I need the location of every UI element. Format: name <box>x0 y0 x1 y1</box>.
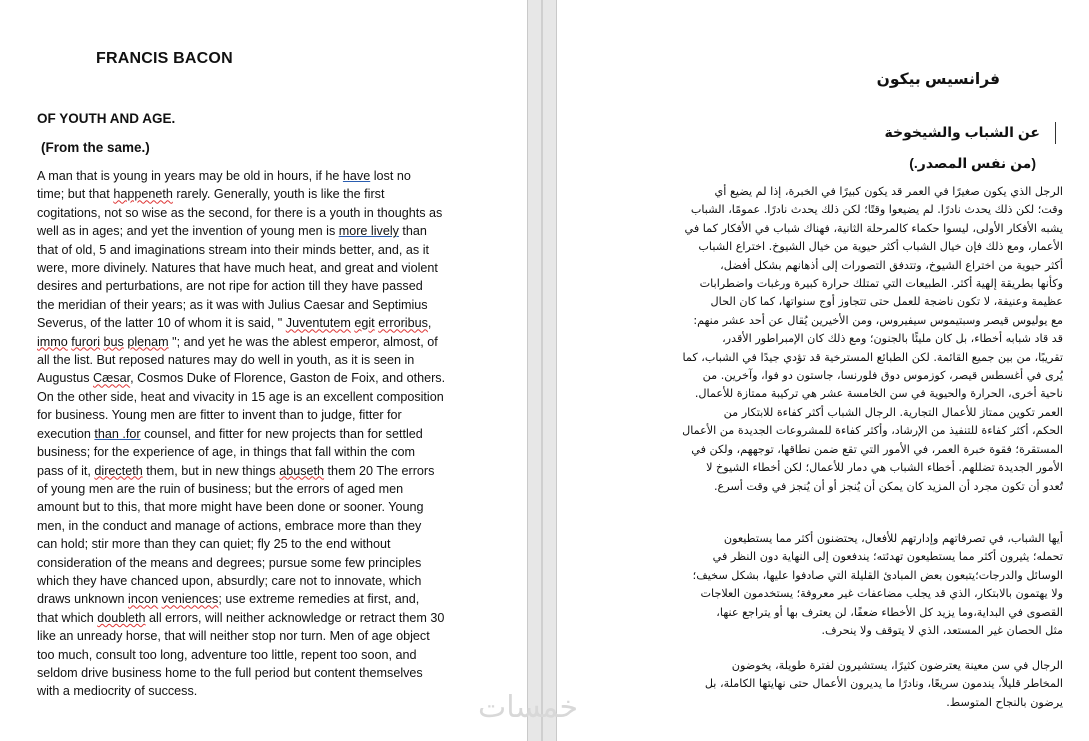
body-text-line <box>37 480 455 498</box>
text-run: desires and perturbations, are not ripe for action till they have passed <box>37 279 423 294</box>
spelling-error-word: furori <box>71 334 100 349</box>
text-run: On the other side, heat and vivacity in 15 age is an excellent composition <box>37 389 444 404</box>
body-text-line <box>37 314 455 332</box>
document-page-english <box>0 0 527 741</box>
text-run: were, more divinely. Natures that have much heat, and great and violent <box>37 261 438 276</box>
text-run: "; and yet he was the ablest emperor, almost, of <box>168 334 438 349</box>
document-page-arabic <box>557 0 1089 741</box>
arabic-text-line: عظيمة وعنيفة، لا تكون ناضجة للعمل حتى تتجاوز أوج سنواتها، كما كان الحال <box>710 295 1063 309</box>
arabic-text-line: الحكم، أكثر كفاءة للتنفيذ من الإرشاد، وأكثر كفاءة للمشروعات الجديدة من الأعمال <box>682 424 1063 438</box>
body-text-line <box>37 222 455 240</box>
text-run: them, but in new things <box>142 463 280 478</box>
text-cursor <box>1055 122 1056 144</box>
text-run: counsel, and fitter for new projects than for settled <box>140 426 423 441</box>
text-run: amount but to this, that more might have been done or sooner. Young <box>37 500 424 515</box>
body-text-line <box>37 351 455 369</box>
grammar-suggestion-word: more lively <box>338 224 399 239</box>
text-run: that of old, 5 and imaginations stream into their minds better, and, as it <box>37 242 430 257</box>
body-text-line <box>37 498 455 516</box>
arabic-text-line: تحمله؛ يثيرون أكثر مما يستطيعون تهدئته؛ يندفعون إلى النهاية دون النظر في <box>712 550 1063 564</box>
text-run: consideration of the means and degrees; pursue some few principles <box>37 555 422 570</box>
arabic-text-line: المخاطر قليلاً، يندمون سريعًا، ونادرًا ما يديرون الأعمال حتى نهايتها الكاملة، بل <box>704 677 1063 691</box>
arabic-text-line: العمر تكوين ممتاز للأعمال التجارية. الرجال الشباب أكثر كفاءة للابتكار من <box>723 405 1063 419</box>
text-run: , <box>427 316 432 331</box>
essay-heading-arabic: عن الشباب والشيخوخة <box>884 124 1040 140</box>
body-text-line <box>37 296 455 314</box>
spelling-error-word: directeth <box>94 463 143 478</box>
page-title-arabic: فرانسيس بيكون <box>876 71 1000 88</box>
body-text-line <box>37 572 455 590</box>
text-run: lost no <box>370 169 411 183</box>
text-run: all the list. But reposed natures may do well in youth, as it is seen in <box>37 353 415 368</box>
arabic-text-line: تقريبًا، من بين جميع القائمة. لكن الطبائع المسترخية قد تؤدي جيدًا في الشباب، كما <box>682 350 1063 364</box>
text-run: them 20 The errors <box>324 463 435 478</box>
spelling-error-word: happeneth <box>113 187 173 202</box>
grammar-suggestion-word: than .for <box>94 426 141 441</box>
text-run: Severus, of the latter 10 of whom it is said, " <box>37 316 286 331</box>
arabic-text-line: الرجال في سن معينة يعترضون كثيرًا، يستشيرون لفترة طويلة، يخوضون <box>731 659 1063 672</box>
spelling-error-word: Cæsar <box>93 371 131 386</box>
text-run: time; but that <box>37 187 114 202</box>
text-run: which they have chanced upon, absurdly; care not to innovate, which <box>37 573 422 588</box>
arabic-text-line: يُرى في أغسطس قيصر، كوزموس دوق فلورنسا، جاستون دو فوا، وآخرين. من <box>702 369 1063 383</box>
body-text-line <box>37 185 455 203</box>
arabic-text-line: الوسائل والدرجات؛يتبعون بعض المبادئ القليلة التي صادفوا عليها، بشكل سخيف؛ <box>692 568 1063 582</box>
spelling-error-word: bus <box>103 334 124 349</box>
arabic-text-line: ناحية أخرى، الحرارة والحيوية في سن الخامسة عشر هي تركيبة ممتازة للأعمال. <box>694 387 1063 401</box>
arabic-paragraph-1[interactable] <box>623 183 1063 496</box>
text-run: too much, consult too long, adventure too little, repent too soon, and <box>37 647 417 662</box>
text-run: the meridian of their years; as it was with Julius Caesar and Septimius <box>37 297 428 312</box>
text-run: men, in the conduct and manage of actions, embrace more than they <box>37 518 422 533</box>
text-run: than <box>398 224 427 239</box>
body-text-line <box>37 590 455 608</box>
arabic-text-line: يرضون بالنجاح المتوسط. <box>946 695 1063 709</box>
body-text-line <box>37 406 455 424</box>
page-edge-divider <box>527 0 528 741</box>
arabic-text-line: مع يوليوس قيصر وسبتيموس سيفيروس، ومن الأخيرين يُقال عن أحد عشر منهم: <box>693 313 1063 327</box>
page-edge-divider <box>541 0 543 741</box>
body-text-line <box>37 277 455 295</box>
text-run: cogitations, not so wise as the second, for there is a youth in thoughts as <box>37 205 443 220</box>
arabic-text-line: أيها الشباب، في تصرفاتهم وإدارتهم للأفعال، يحتضنون أكثر مما يستطيعون <box>723 532 1063 545</box>
arabic-text-line: يشبه الأفكار الأولى، ليسوا حكماء كالمرحلة الثانية، فهناك شباب في الأفكار كما في <box>684 221 1063 235</box>
spelling-error-word: erroribus <box>378 316 428 331</box>
spelling-error-word: egit <box>354 316 375 331</box>
spelling-error-word: Juventutem <box>285 316 351 331</box>
arabic-text-line: المستقرة؛ فقوة خبرة العمر، في الأمور التي تقع ضمن نطاقها، توجههم، ولكن في <box>691 442 1063 456</box>
spelling-error-word: doubleth <box>97 610 146 625</box>
spelling-error-word: veniences <box>161 592 219 607</box>
arabic-text-line: مثل الحصان غير المستعد، الذي لا يتوقف ولا ينحرف. <box>821 624 1063 638</box>
essay-heading: OF YOUTH AND AGE. <box>37 111 176 126</box>
text-run: with a mediocrity of success. <box>37 684 198 699</box>
text-run: draws unknown <box>37 592 129 607</box>
text-run: seldom drive business home to the full period but content themselves <box>37 665 423 680</box>
arabic-text-line: الأعمار، ومع ذلك فإن خيال الشباب أكثر حيوية من خيال الشيوخ. اختراع الشباب <box>698 240 1063 254</box>
body-text-line <box>37 388 455 406</box>
text-run: A man that is young in years may be old in hours, if he <box>37 169 343 183</box>
body-text-line <box>37 646 455 664</box>
text-run: business; for the experience of age, in things that fall within the com <box>37 445 416 460</box>
spelling-error-word: abuseth <box>279 463 325 478</box>
arabic-text-line: وكأنها بطريقة إلهية أكثر. الطبيعات التي تمتلك حرارة كبيرة ورغبات واضطرابات <box>699 277 1063 291</box>
page-title: FRANCIS BACON <box>96 50 233 67</box>
text-run: pass of it, <box>37 463 95 478</box>
arabic-text-line: الأمور الجديدة تضللهم. أخطاء الشباب هي دمار للأعمال؛ لكن أخطاء الشيوخ لا <box>706 461 1063 475</box>
body-text-line <box>37 609 455 627</box>
arabic-text-line: الرجل الذي يكون صغيرًا في العمر قد يكون كبيرًا في الخبرة، إذا لم يضيع أي <box>714 185 1063 198</box>
body-text-line <box>37 167 455 185</box>
body-text-line <box>37 259 455 277</box>
spelling-error-word: plenam <box>127 334 169 349</box>
text-run: that which <box>37 610 98 625</box>
arabic-text-line: القصوى في البداية،وما يزيد كل الأخطاء ضعفًا، لن يعترف بها أو يتراجع عنها، <box>716 605 1063 619</box>
arabic-text-line: قد قاد شبابه أخطاء، بل كان مليئًا بالجنون؛ ومع ذلك كان الإمبراطور الأقدر، <box>722 332 1063 346</box>
grammar-suggestion-word: have <box>342 169 371 183</box>
body-text-line <box>37 664 455 682</box>
body-text-line <box>37 462 455 480</box>
arabic-text-line: تُعدو أن تكون مجرد أن المزيد كان يمكن أن يُنجز أو أن يُنجز في وقت أسرع. <box>713 479 1063 493</box>
text-run: ; use extreme remedies at first, and, <box>218 592 420 607</box>
text-run: for business. Young men are fitter to invent than to judge, fitter for <box>37 408 402 423</box>
essay-subheading: (From the same.) <box>41 140 150 155</box>
text-run: all errors, will neither acknowledge or retract them 30 <box>145 610 445 625</box>
body-text-line <box>37 204 455 222</box>
arabic-text-line: أكثر حيوية من اختراع الشيوخ، وتتدفق التصورات إلى أذهانهم بشكل أفضل، <box>720 258 1063 272</box>
body-text-line <box>37 241 455 259</box>
body-text-line <box>37 535 455 553</box>
watermark-logo: خمسات <box>478 690 579 725</box>
body-text-line <box>37 369 455 387</box>
body-text-line <box>37 443 455 461</box>
arabic-paragraph-3[interactable] <box>623 657 1063 712</box>
essay-subheading-arabic: (من نفس المصدر.) <box>909 155 1036 171</box>
text-run: rarely. Generally, youth is like the first <box>172 187 385 202</box>
body-text-line <box>37 554 455 572</box>
body-text-line <box>37 425 455 443</box>
body-text-line <box>37 517 455 535</box>
text-run: execution <box>37 426 95 441</box>
text-run: like an unready horse, that will neither stop nor turn. Men of age object <box>37 629 430 644</box>
text-run: can hold; stir more than they can quiet; fly 25 to the end without <box>37 537 391 552</box>
arabic-text-line: ولا يهتمون بالابتكار، الذي قد يجلب مضاعفات غير معروفة؛ يستخدمون العلاجات <box>700 587 1063 601</box>
spelling-error-word: immo <box>37 334 68 349</box>
text-run: well as in ages; and yet the invention of young men is <box>37 224 339 239</box>
text-run: Augustus <box>37 371 94 386</box>
text-run: of young men are the ruin of business; but the errors of aged men <box>37 481 404 496</box>
text-run: , Cosmos Duke of Florence, Gaston de Foix, and others. <box>130 371 446 386</box>
body-text-line <box>37 682 455 700</box>
spelling-error-word: incon <box>128 592 159 607</box>
body-text-line <box>37 333 455 351</box>
arabic-text-line: وقت؛ لكن ذلك يحدث نادرًا. لم يضيعوا وقتًا؛ لكن ذلك يحدث نادرًا. عمومًا، الشباب <box>690 203 1063 217</box>
arabic-paragraph-2[interactable] <box>623 530 1063 640</box>
essay-body-text[interactable] <box>37 167 455 701</box>
body-text-line <box>37 627 455 645</box>
